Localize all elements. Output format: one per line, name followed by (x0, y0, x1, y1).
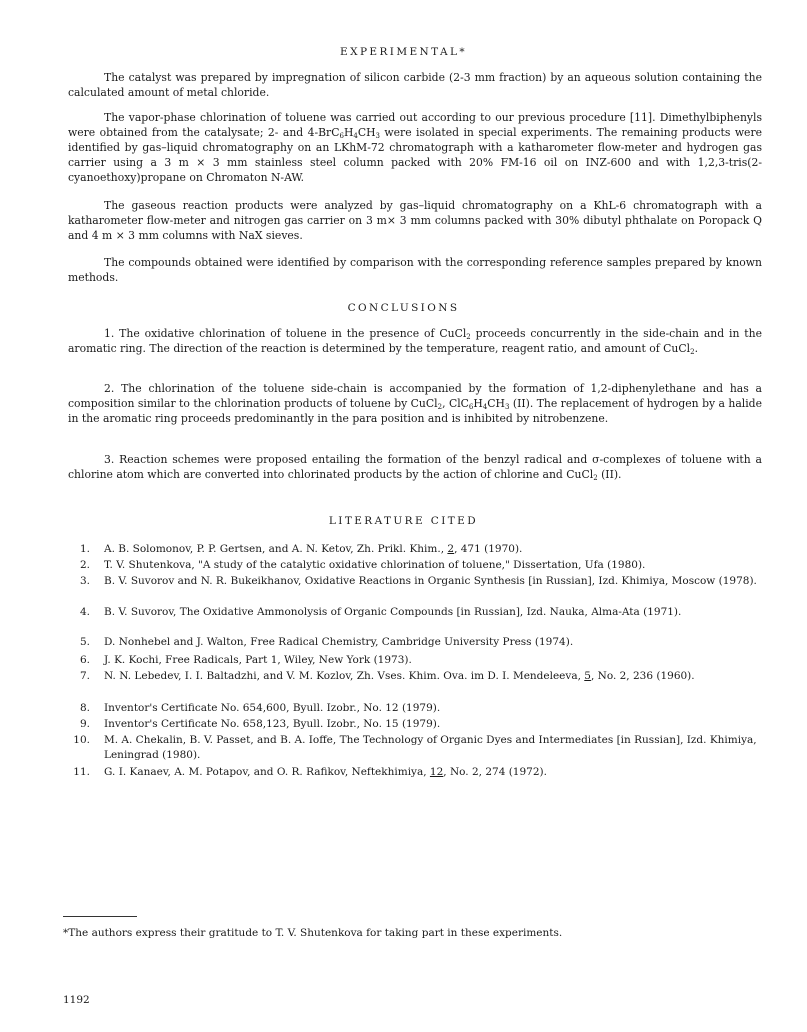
experimental-paragraph-2: The vapor-phase chlorination of toluene was carried out according to our previous procedure [11]. Dimethylbiphenyls were obtained from the catalysate; 2- and $4-BrC_6H_4CH_3$ were isolated in special experiments. The remaining products were identified by gas–liquid chromatography on an LKhM-72 chromatograph with a katharometer flow-meter and hydrogen gas carrier using a 3 m × 3 mm stainless steel column packed with 20% FM-16 oil on INZ-600 and with 1,2,3-tris(2-cyanoethoxy)propane on Chromaton N-AW. (68, 111, 763, 184)
conclusion-3: 3. Reaction schemes were proposed entailing the formation of the benzyl radical and σ-complexes of toluene with a chlorine atom which are converted into chlorinated products by the action of chlorine and CuCl$_2$ (II). (68, 453, 762, 482)
experimental-paragraph-4: The compounds obtained were identified by comparison with the corresponding reference samples prepared by known methods. (68, 256, 762, 284)
experimental-paragraph-1: The catalyst was prepared by impregnation of silicon carbide (2-3 mm fraction) by an aqueous solution containing the calculated amount of metal chloride. (68, 71, 762, 99)
reference-text: G. I. Kanaev, A. M. Potapov, and O. R. Rafikov, Neftekhimiya, 12, No. 2, 274 (1972). (104, 766, 547, 778)
reference-number: 7. (79, 670, 90, 682)
reference-item (68, 542, 762, 557)
reference-number: 4. (79, 606, 90, 618)
reference-text: B. V. Suvorov, The Oxidative Ammonolysis of Organic Compounds [in Russian], Izd. Nauka, Alma-Ata (1971). (104, 606, 682, 618)
reference-item (68, 701, 762, 716)
reference-item (68, 605, 762, 620)
page-number: 1192 (63, 994, 90, 1006)
reference-number: 5. (79, 636, 90, 648)
reference-text: D. Nonhebel and J. Walton, Free Radical Chemistry, Cambridge University Press (1974). (104, 636, 574, 648)
reference-number: 6. (79, 654, 90, 666)
conclusions-heading: CONCLUSIONS (347, 302, 460, 314)
reference-text: N. N. Lebedev, I. I. Baltadzhi, and V. M. Kozlov, Zh. Vses. Khim. Ova. im D. I. Mendeleeva, 5, No. 2, 236 (1960). (104, 670, 695, 682)
reference-volume: 5 (584, 670, 591, 682)
reference-item (68, 717, 762, 732)
reference-text: B. V. Suvorov and N. R. Bukeikhanov, Oxidative Reactions in Organic Synthesis [in Russian], Izd. Khimiya, Moscow (1978). (104, 575, 757, 587)
reference-text: A. B. Solomonov, P. P. Gertsen, and A. N. Ketov, Zh. Prikl. Khim., 2, 471 (1970). (104, 543, 523, 555)
reference-item (68, 558, 762, 573)
reference-item (68, 669, 762, 684)
reference-item (68, 574, 762, 589)
reference-text: T. V. Shutenkova, "A study of the catalytic oxidative chlorination of toluene," Dissertation, Ufa (1980). (104, 559, 646, 571)
reference-text: M. A. Chekalin, B. V. Passet, and B. A. Ioffe, The Technology of Organic Dyes and Intermediates [in Russian], Izd. Khimiya, Leningrad (1980). (104, 734, 757, 761)
reference-number: 9. (79, 718, 90, 730)
reference-volume: 2 (447, 543, 455, 555)
reference-item (68, 765, 762, 780)
reference-number: 3. (79, 575, 90, 587)
reference-text: J. K. Kochi, Free Radicals, Part 1, Wiley, New York (1973). (104, 654, 412, 666)
reference-number: 2. (79, 559, 90, 571)
experimental-paragraph-3: The gaseous reaction products were analyzed by gas–liquid chromatography on a KhL-6 chromatograph with a katharometer flow-meter and nitrogen gas carrier on 3 m× 3 mm columns packed with 30% dibutyl phthalate on Poropack Q and 4 m × 3 mm columns with NaX sieves. (68, 199, 762, 242)
reference-number: 1. (79, 543, 90, 555)
literature-cited-heading: LITERATURE CITED (328, 515, 479, 527)
conclusion-1: 1. The oxidative chlorination of toluene in the presence of CuCl$_2$ proceeds concurrently in the side-chain and in the aromatic ring. The direction of the reaction is determined by the temperature, reagent ratio, and amount of CuCl$_2$. (68, 327, 762, 356)
conclusion-2: 2. The chlorination of the toluene side-chain is accompanied by the formation of 1,2-diphenylethane and has a composition similar to the chlorination products of toluene by CuCl$_2$, $ClC_6H_4CH_3$ (II). The replacement of hydrogen by a halide in the aromatic ring proceeds predominantly in the para position and is inhibited by nitrobenzene. (68, 382, 762, 425)
reference-item (68, 653, 762, 668)
reference-item (68, 635, 762, 650)
reference-number: 11. (73, 766, 90, 778)
reference-item (68, 733, 762, 762)
reference-number: 10. (73, 734, 90, 746)
reference-number: 8. (79, 702, 90, 714)
footnote-divider (63, 916, 137, 917)
footnote: *The authors express their gratitude to T. V. Shutenkova for taking part in these experiments. (63, 927, 563, 939)
experimental-heading: EXPERIMENTAL* (340, 46, 467, 58)
reference-text: Inventor's Certificate No. 658,123, Byull. Izobr., No. 15 (1979). (104, 718, 441, 730)
reference-volume: 12 (429, 766, 444, 778)
reference-text: Inventor's Certificate No. 654,600, Byull. Izobr., No. 12 (1979). (104, 702, 441, 714)
